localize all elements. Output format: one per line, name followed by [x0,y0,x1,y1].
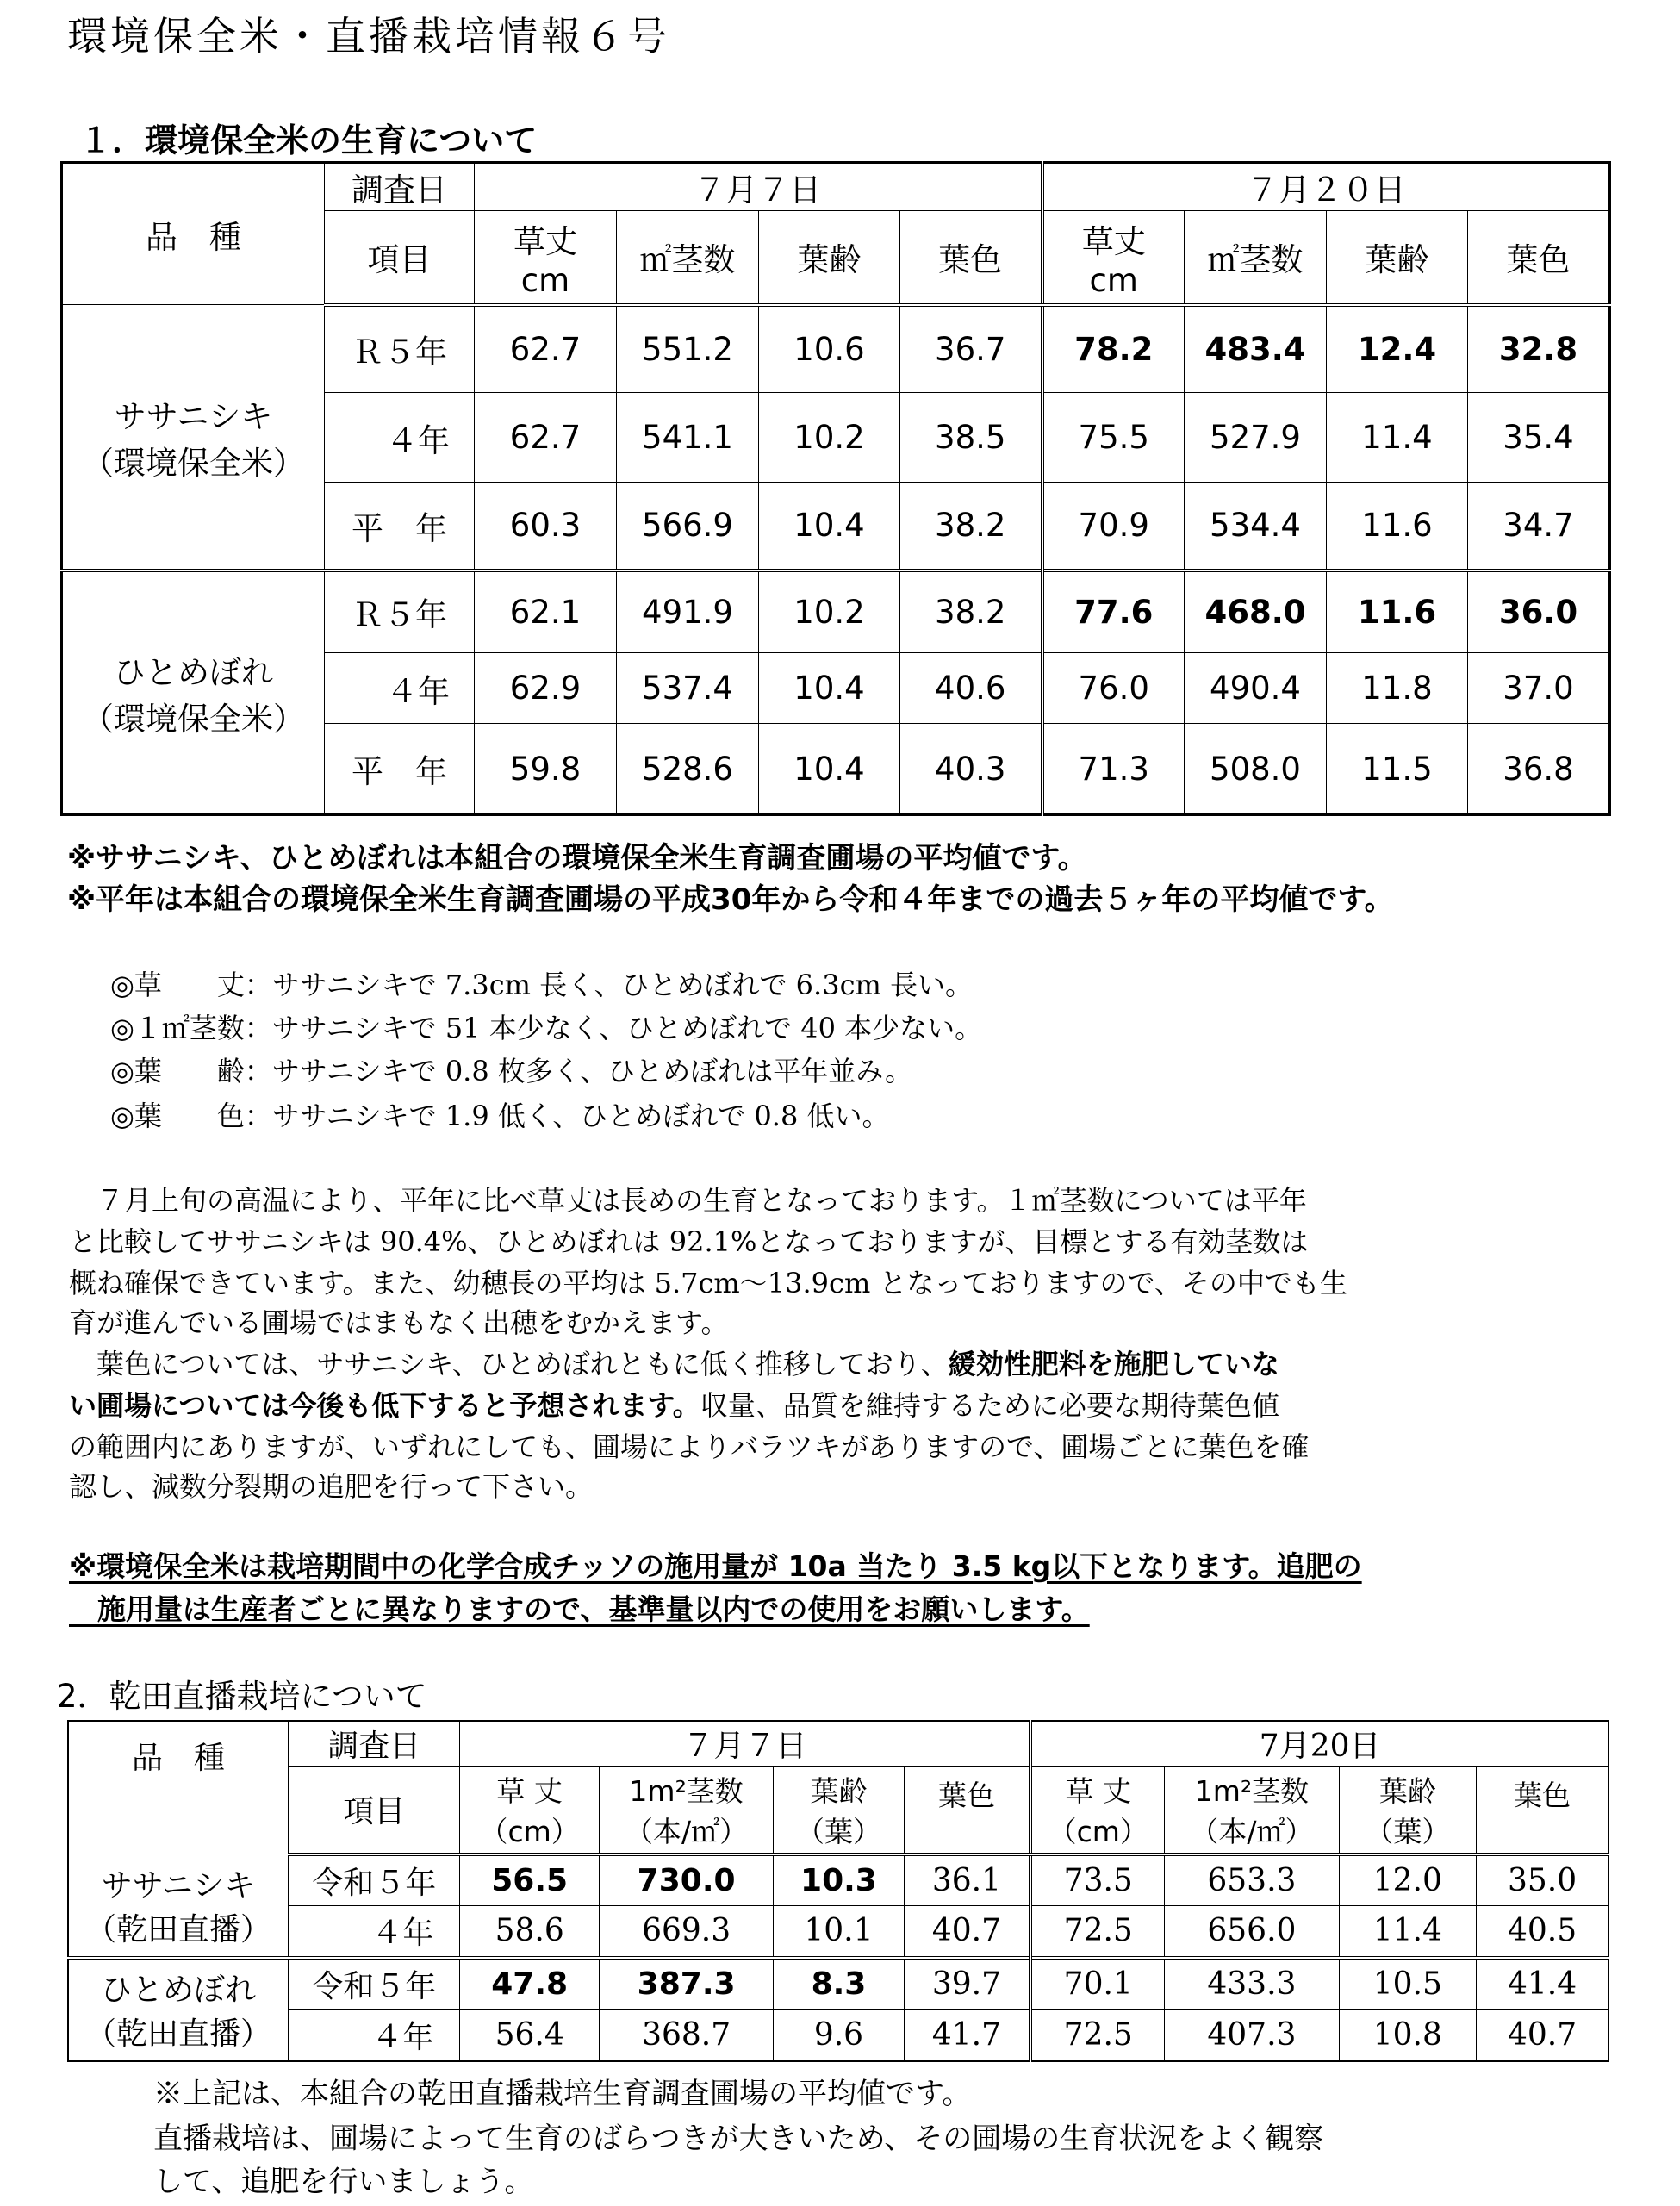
growth-table-eco-rice [60,161,1611,816]
table1-note-1: ※ササニシキ、ひとめぼれは本組合の環境保全米生育調査圃場の平均値です。 [67,841,1087,876]
table-cell: 10.4 [759,724,900,815]
table-cell: 10.4 [759,483,900,570]
variety-name: ひとめぼれ （環境保全米） [62,570,325,815]
table-cell: 37.0 [1468,653,1610,724]
table-cell: 491.9 [617,570,759,653]
table-cell: 72.5 [1030,1906,1164,1958]
year-cell: 令和５年 [289,1854,460,1906]
warning-line-2: 施用量は生産者ごとに異なりますので、基準量以内での使用をお願いします。 [69,1592,1090,1626]
variety-name: ひとめぼれ （乾田直播） [68,1958,289,2061]
col-stems-header: 1m²茎数 （本/㎡） [1165,1767,1339,1854]
col-leaf-color-header: 葉色 [1468,211,1610,305]
variety-name: ササニシキ （乾田直播） [68,1854,289,1958]
table-cell: 32.8 [1468,305,1610,393]
table-cell: 656.0 [1165,1906,1339,1958]
table-cell: 566.9 [617,483,759,570]
table-cell: 78.2 [1042,305,1185,393]
page-title: 環境保全米・直播栽培情報６号 [67,13,670,59]
table-cell: 62.9 [475,653,617,724]
table-cell: 36.0 [1468,570,1610,653]
table-cell: 71.3 [1042,724,1185,815]
table-cell: 407.3 [1165,2010,1339,2061]
table-cell: 490.4 [1185,653,1327,724]
table-cell: 669.3 [599,1906,773,1958]
table-cell: 76.0 [1042,653,1185,724]
col-stems-header: ㎡茎数 [617,211,759,305]
paragraph-line: 認し、減数分裂期の追肥を行って下さい。 [69,1470,594,1503]
table2-note-3: して、追肥を行いましょう。 [153,2165,534,2199]
date1-header: ７月７日 [460,1721,1030,1767]
table-cell: 508.0 [1185,724,1327,815]
table-cell: 468.0 [1185,570,1327,653]
paragraph-line: 概ね確保できています。また、幼穂長の平均は 5.7cm～13.9cm となっておりますので、その中でも生 [69,1267,1347,1299]
date2-header: ７月２０日 [1042,163,1610,211]
table-cell: 40.7 [1477,2010,1608,2061]
table-cell: 56.4 [460,2010,600,2061]
table-cell: 38.2 [900,570,1042,653]
col-height-header: 草 丈 （cm） [460,1767,600,1854]
table2-note-2: 直播栽培は、圃場によって生育のばらつきが大きいため、その圃場の生育状況をよく観察 [153,2122,1324,2156]
date1-header: ７月７日 [475,163,1042,211]
table-cell: 11.6 [1327,483,1468,570]
table-cell: 62.7 [475,305,617,393]
table-cell: 40.6 [900,653,1042,724]
table-cell: 75.5 [1042,393,1185,483]
table-cell: 11.4 [1327,393,1468,483]
paragraph-line: ７月上旬の高温により、平年に比べ草丈は長めの生育となっております。１㎡茎数については平年 [69,1184,1307,1217]
table-cell: 10.8 [1339,2010,1476,2061]
col-leaf-age-header: 葉齢 [759,211,900,305]
year-cell: 平 年 [325,483,475,570]
table-cell: 62.1 [475,570,617,653]
table-cell: 36.8 [1468,724,1610,815]
table-cell: 10.2 [759,393,900,483]
table-cell: 77.6 [1042,570,1185,653]
year-cell: ４年 [289,1906,460,1958]
col-leaf-age-header: 葉齢 [1327,211,1468,305]
table-cell: 11.8 [1327,653,1468,724]
table2-note-1: ※上記は、本組合の乾田直播栽培生育調査圃場の平均値です。 [153,2077,972,2111]
year-cell: 平 年 [325,724,475,815]
table-cell: 730.0 [599,1854,773,1906]
bullet-stems: ◎１㎡茎数：ササニシキで 51 本少なく、ひとめぼれで 40 本少ない。 [110,1012,983,1044]
year-cell: ４年 [325,653,475,724]
table-cell: 40.7 [904,1906,1030,1958]
table-cell: 8.3 [774,1958,904,2010]
table-cell: 10.3 [774,1854,904,1906]
item-header: 項目 [289,1767,460,1854]
table-cell: 527.9 [1185,393,1327,483]
col-stems-header: ㎡茎数 [1185,211,1327,305]
table-cell: 59.8 [475,724,617,815]
table-cell: 62.7 [475,393,617,483]
table-cell: 653.3 [1165,1854,1339,1906]
table-cell: 11.5 [1327,724,1468,815]
year-cell: 令和５年 [289,1958,460,2010]
variety-header: 品 種 [68,1721,289,1854]
table-cell: 10.5 [1339,1958,1476,2010]
table-cell: 40.5 [1477,1906,1608,1958]
table-cell: 10.1 [774,1906,904,1958]
section1-heading: １．環境保全米の生育について [79,122,538,159]
variety-name: ササニシキ （環境保全米） [62,305,325,570]
table-cell: 58.6 [460,1906,600,1958]
table-cell: 12.0 [1339,1854,1476,1906]
paragraph-line: 葉色については、ササニシキ、ひとめぼれともに低く推移しており、緩効性肥料を施肥していな [69,1348,1279,1380]
col-height-header: 草 丈 （cm） [1030,1767,1164,1854]
table-cell: 56.5 [460,1854,600,1906]
table-cell: 47.8 [460,1958,600,2010]
table-cell: 551.2 [617,305,759,393]
table-cell: 73.5 [1030,1854,1164,1906]
warning-line-1: ※環境保全米は栽培期間中の化学合成チッソの施用量が 10a 当たり 3.5 kg以下となります。追肥の [69,1549,1362,1583]
table-cell: 10.2 [759,570,900,653]
table-cell: 433.3 [1165,1958,1339,2010]
table-cell: 72.5 [1030,2010,1164,2061]
table-cell: 34.7 [1468,483,1610,570]
col-leaf-color-header: 葉色 [1477,1767,1608,1854]
table-cell: 39.7 [904,1958,1030,2010]
paragraph-line: 育が進んでいる圃場ではまもなく出穂をむかえます。 [69,1306,729,1339]
table-cell: 541.1 [617,393,759,483]
col-leaf-age-header: 葉齢 （葉） [774,1767,904,1854]
table-cell: 528.6 [617,724,759,815]
table-cell: 38.2 [900,483,1042,570]
table-cell: 11.6 [1327,570,1468,653]
item-header: 項目 [325,211,475,305]
col-leaf-color-header: 葉色 [900,211,1042,305]
survey-date-header: 調査日 [325,163,475,211]
section2-heading: 2．乾田直播栽培について [57,1678,427,1715]
table-cell: 10.4 [759,653,900,724]
col-leaf-color-header: 葉色 [904,1767,1030,1854]
table-cell: 9.6 [774,2010,904,2061]
table-cell: 387.3 [599,1958,773,2010]
table-cell: 368.7 [599,2010,773,2061]
table-cell: 12.4 [1327,305,1468,393]
paragraph-line: の範囲内にありますが、いずれにしても、圃場によりバラツキがありますので、圃場ごとに葉色を確 [69,1430,1310,1463]
year-cell: ４年 [325,393,475,483]
table-cell: 38.5 [900,393,1042,483]
paragraph-line: い圃場については今後も低下すると予想されます。収量、品質を維持するために必要な期待葉色値 [69,1389,1279,1422]
year-cell: Ｒ５年 [325,305,475,393]
year-cell: ４年 [289,2010,460,2061]
table1-note-2: ※平年は本組合の環境保全米生育調査圃場の平成30年から令和４年までの過去５ヶ年の平均値です。 [67,882,1394,917]
paragraph-line: と比較してササニシキは 90.4%、ひとめぼれは 92.1%となっておりますが、目標とする有効茎数は [69,1225,1309,1258]
table-cell: 534.4 [1185,483,1327,570]
table-cell: 36.7 [900,305,1042,393]
table-cell: 36.1 [904,1854,1030,1906]
bullet-leaf-age: ◎葉 齢：ササニシキで 0.8 枚多く、ひとめぼれは平年並み。 [110,1055,913,1087]
table-cell: 41.7 [904,2010,1030,2061]
table-cell: 537.4 [617,653,759,724]
variety-header: 品 種 [62,163,325,305]
col-stems-header: 1m²茎数 （本/㎡） [599,1767,773,1854]
table-cell: 70.1 [1030,1958,1164,2010]
date2-header: 7月20日 [1030,1721,1608,1767]
col-leaf-age-header: 葉齢 （葉） [1339,1767,1476,1854]
bullet-leaf-color: ◎葉 色：ササニシキで 1.9 低く、ひとめぼれで 0.8 低い。 [110,1100,890,1132]
table-cell: 35.0 [1477,1854,1608,1906]
table-cell: 70.9 [1042,483,1185,570]
table-cell: 35.4 [1468,393,1610,483]
col-height-header: 草丈 cm [1042,211,1185,305]
table-cell: 41.4 [1477,1958,1608,2010]
table-cell: 40.3 [900,724,1042,815]
table-cell: 483.4 [1185,305,1327,393]
year-cell: Ｒ５年 [325,570,475,653]
table-cell: 10.6 [759,305,900,393]
table-cell: 60.3 [475,483,617,570]
bullet-height: ◎草 丈：ササニシキで 7.3cm 長く、ひとめぼれで 6.3cm 長い。 [110,969,974,1001]
growth-table-direct-seeding [67,1720,1609,2062]
survey-date-header: 調査日 [289,1721,460,1767]
col-height-header: 草丈 cm [475,211,617,305]
table-cell: 11.4 [1339,1906,1476,1958]
